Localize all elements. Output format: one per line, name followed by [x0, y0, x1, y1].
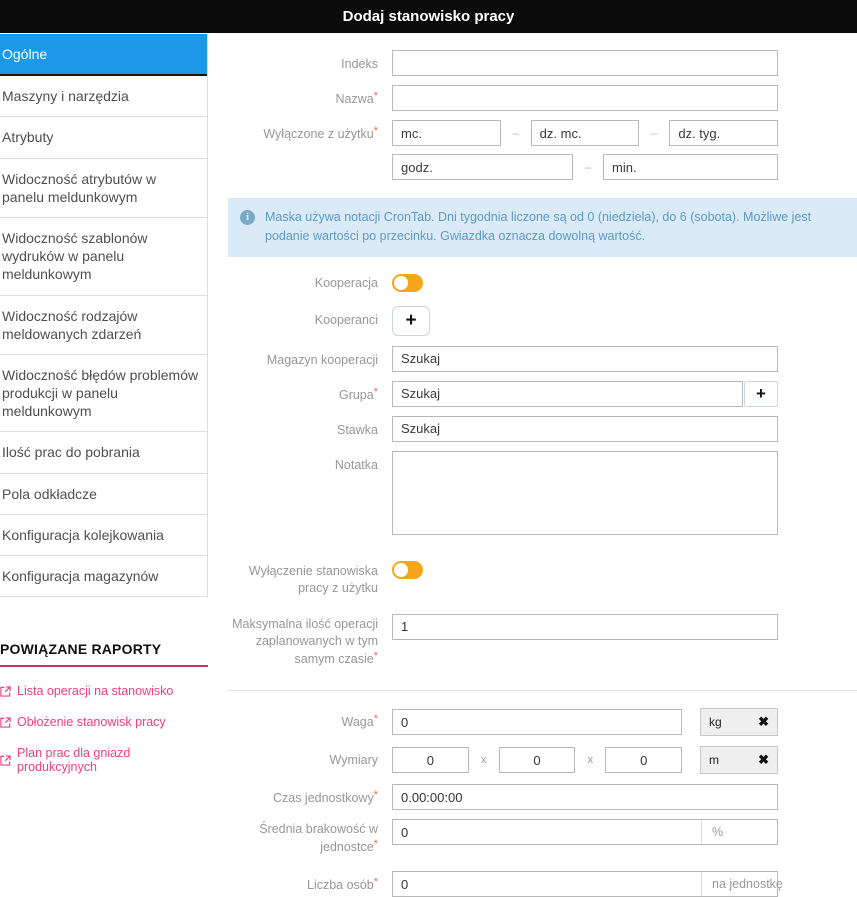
cron-day-of-week-input[interactable] [669, 120, 778, 146]
dimension-separator: x [480, 754, 487, 767]
report-link-label: Obłożenie stanowisk pracy [17, 715, 166, 730]
sidebar-item-ogolne[interactable]: Ogólne [0, 34, 207, 76]
form-row-kooperacja [228, 271, 857, 297]
magazyn-kooperacji-label: Magazyn kooperacji [266, 352, 378, 367]
waga-unit-label: kg [709, 715, 722, 730]
range-dash: – [651, 126, 658, 140]
stawka-label: Stawka [337, 422, 378, 437]
cron-month-input[interactable] [392, 120, 501, 146]
liczba-osob-label: Liczba osób* [307, 876, 378, 893]
stawka-search-input[interactable] [392, 416, 778, 442]
wylaczenie-stanowiska-label: Wyłączenie stanowiska pracy z użytku [248, 563, 378, 596]
remove-unit-icon[interactable]: ✖ [758, 714, 769, 730]
required-asterisk: * [373, 713, 378, 726]
cron-day-of-month-input[interactable] [531, 120, 640, 146]
indeks-input[interactable] [392, 50, 778, 76]
sidebar [0, 34, 208, 774]
wymiary-label: Wymiary [329, 753, 378, 768]
section-divider [228, 690, 857, 691]
sidebar-nav [0, 34, 208, 597]
sidebar-item-konfiguracja-magazynow[interactable]: Konfiguracja magazynów [0, 556, 207, 597]
form-row-notatka [228, 451, 857, 535]
crontab-info-text: Maska używa notacji CronTab. Dni tygodnia liczone są od 0 (niedziela), do 6 (sobota). Możliwe jest podanie wartości po przecinku. Gwiazdka oznacza dowolną wartość. [265, 210, 812, 244]
required-asterisk: * [373, 789, 378, 802]
form-row-maks-operacji [228, 614, 857, 669]
report-link-oblozenie-stanowisk[interactable] [0, 715, 208, 729]
kooperacja-label: Kooperacja [314, 275, 378, 290]
waga-input[interactable] [392, 709, 682, 735]
nazwa-label: Nazwa* [335, 90, 378, 106]
form-row-stawka [228, 416, 857, 442]
form-row-indeks [228, 50, 857, 76]
report-link-label: Lista operacji na stanowisko [17, 684, 174, 699]
czas-jednostkowy-input[interactable] [392, 784, 778, 810]
form-row-grupa [228, 381, 857, 407]
cron-hour-input[interactable] [392, 154, 573, 180]
remove-unit-icon[interactable]: ✖ [758, 752, 769, 768]
sidebar-item-widocznosc-atrybutow[interactable]: Widoczność atrybutów w panelu meldunkowym [0, 159, 207, 218]
brakowosc-label: Średnia brakowość w jednostce* [259, 822, 378, 854]
kooperacja-toggle[interactable] [392, 274, 423, 292]
wymiar-x-input[interactable] [392, 747, 469, 773]
required-asterisk: * [373, 837, 378, 850]
form-row-magazyn-kooperacji [228, 346, 857, 372]
form-row-wylaczone-z-uzytku [228, 120, 857, 180]
nazwa-input[interactable] [392, 85, 778, 111]
magazyn-kooperacji-search-input[interactable] [392, 346, 778, 372]
crontab-info-banner [228, 198, 857, 257]
sidebar-item-widocznosc-szablonow[interactable]: Widoczność szablonów wydruków w panelu meldunkowym [0, 218, 207, 296]
indeks-label: Indeks [341, 57, 378, 71]
sidebar-item-konfiguracja-kolejkowania[interactable]: Konfiguracja kolejkowania [0, 515, 207, 556]
kooperanci-label: Kooperanci [314, 312, 378, 327]
sidebar-item-atrybuty[interactable]: Atrybuty [0, 117, 207, 158]
form-row-nazwa [228, 85, 857, 111]
window-titlebar [0, 0, 857, 33]
required-asterisk: * [373, 125, 378, 137]
czas-jednostkowy-label: Czas jednostkowy* [272, 789, 378, 806]
plus-icon: + [405, 310, 417, 332]
wylaczone-label: Wyłączone z użytku* [263, 125, 378, 141]
form-row-wylaczenie-stanowiska [228, 561, 857, 598]
maks-operacji-label: Maksymalna ilość operacji zaplanowanych w tym samym czasie* [232, 616, 378, 666]
add-grupa-button[interactable] [744, 381, 778, 407]
sidebar-item-pola-odkladcze[interactable]: Pola odkładcze [0, 474, 207, 515]
range-dash: – [512, 126, 520, 140]
form-row-waga [228, 708, 857, 736]
grupa-label: Grupa* [338, 385, 378, 402]
info-icon: i [240, 210, 255, 225]
external-link-icon [0, 755, 11, 766]
maks-operacji-input[interactable] [392, 614, 778, 640]
form-row-brakowosc [228, 819, 857, 856]
waga-label: Waga* [341, 713, 378, 730]
liczba-osob-addon: na jednostkę [701, 872, 777, 896]
required-asterisk: * [373, 876, 378, 889]
report-link-label: Plan prac dla gniazd produkcyjnych [17, 746, 131, 775]
wylaczenie-stanowiska-toggle[interactable] [392, 561, 423, 579]
cron-minute-input[interactable] [603, 154, 778, 180]
related-reports-heading: POWIĄZANE RAPORTY [0, 641, 208, 667]
required-asterisk: * [373, 649, 378, 662]
external-link-icon [0, 717, 11, 728]
wymiary-unit-label: m [709, 753, 719, 768]
related-reports-section [0, 641, 208, 774]
add-kooperant-button[interactable] [392, 306, 430, 336]
form-row-czas-jednostkowy [228, 784, 857, 810]
toggle-knob [394, 563, 408, 577]
form-main [228, 33, 857, 897]
form-row-liczba-osob [228, 871, 857, 897]
range-dash: – [584, 160, 592, 174]
report-link-lista-operacji[interactable] [0, 684, 208, 698]
grupa-search-input[interactable] [392, 381, 743, 407]
brakowosc-addon: % [701, 820, 777, 844]
required-asterisk: * [373, 90, 378, 102]
plus-icon: + [756, 383, 766, 403]
required-asterisk: * [373, 385, 378, 398]
sidebar-item-widocznosc-rodzajow[interactable]: Widoczność rodzajów meldowanych zdarzeń [0, 296, 207, 355]
sidebar-item-ilosc-prac[interactable]: Ilość prac do pobrania [0, 432, 207, 473]
form-row-kooperanci [228, 306, 857, 336]
toggle-knob [394, 276, 408, 290]
wymiar-y-input[interactable] [499, 747, 576, 773]
sidebar-item-maszyny-i-narzedzia[interactable]: Maszyny i narzędzia [0, 76, 207, 117]
sidebar-item-widocznosc-bledow[interactable]: Widoczność błędów problemów produkcji w panelu meldunkowym [0, 355, 207, 433]
page-title: Dodaj stanowisko pracy [342, 8, 515, 25]
external-link-icon [0, 686, 11, 697]
notatka-textarea[interactable] [392, 451, 778, 535]
wymiar-z-input[interactable] [605, 747, 682, 773]
dimension-separator: x [587, 754, 594, 767]
wymiary-unit-box [700, 746, 778, 774]
report-link-plan-prac[interactable] [0, 746, 208, 774]
notatka-label: Notatka [334, 457, 378, 472]
waga-unit-box [700, 708, 778, 736]
form-row-wymiary [228, 746, 857, 774]
